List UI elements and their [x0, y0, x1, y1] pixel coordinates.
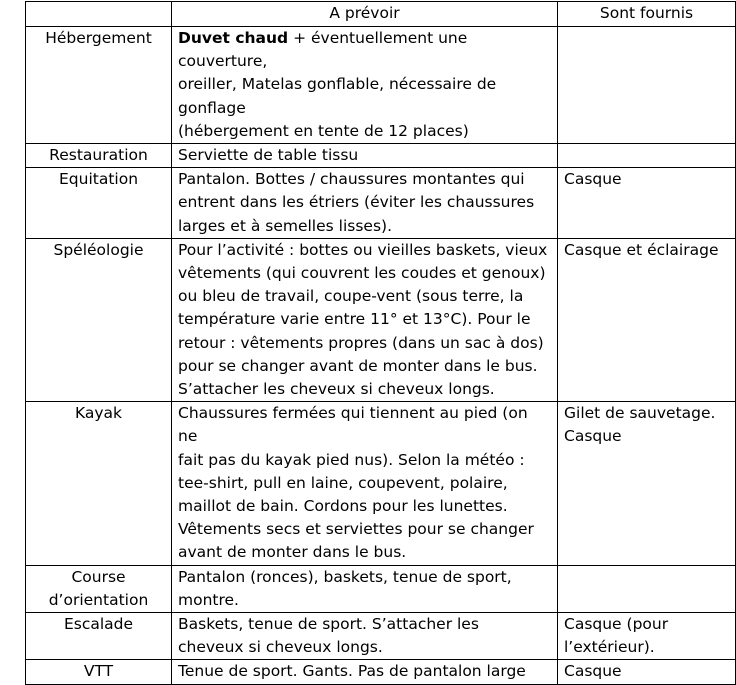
table-row [26, 238, 736, 401]
fournis-cell [558, 27, 736, 144]
prevoir-cell [172, 144, 558, 168]
activity-name: Escalade [63, 615, 134, 634]
prevoir-line: fait pas du kayak pied nus). Selon la météo : [178, 450, 525, 469]
activity-cell [26, 660, 172, 684]
prevoir-line: avant de monter dans le bus. [178, 543, 407, 562]
fournis-line: Casque (pour [564, 615, 669, 634]
prevoir-line: tee-shirt, pull en laine, coupevent, polaire, [178, 473, 508, 492]
prevoir-line: température varie entre 11° et 13°C). Pour le [178, 310, 531, 329]
fournis-line: Casque [564, 427, 622, 446]
fournis-line: Casque et éclairage [564, 240, 719, 259]
prevoir-cell [172, 565, 558, 612]
prevoir-line: Chaussures fermées qui tiennent au pied (on ne [178, 404, 528, 446]
table-row [26, 168, 736, 239]
prevoir-line: Pour l’activité : bottes ou vieilles baskets, vieux [178, 240, 548, 259]
activity-name: d’orientation [48, 590, 149, 609]
prevoir-line: pour se changer avant de monter dans le bus. [178, 356, 538, 375]
fournis-line: Casque [564, 662, 622, 681]
prevoir-line: gonflage [178, 98, 246, 117]
header-sont-fournis: Sont fournis [558, 2, 736, 27]
prevoir-line: cheveux si cheveux longs. [178, 638, 383, 657]
activity-cell [26, 144, 172, 168]
prevoir-bold-text: Duvet chaud [178, 29, 289, 47]
activity-name: Course [71, 567, 126, 586]
activity-cell [26, 27, 172, 144]
fournis-cell [558, 238, 736, 401]
prevoir-line: retour : vêtements propres (dans un sac à dos) [178, 333, 544, 352]
header-row [26, 2, 736, 27]
fournis-cell [558, 144, 736, 168]
prevoir-text: + éventuellement une couverture, [178, 29, 468, 71]
fournis-cell [558, 660, 736, 684]
activity-cell [26, 613, 172, 660]
equipment-table [25, 1, 736, 685]
activity-cell [26, 402, 172, 565]
activity-name: Hébergement [45, 29, 152, 47]
header-activity [26, 2, 172, 27]
prevoir-line: Pantalon. Bottes / chaussures montantes qui [178, 170, 525, 189]
prevoir-line: ou bleu de travail, coupe-vent (sous terre, la [178, 287, 524, 306]
prevoir-line: Serviette de table tissu [178, 146, 359, 165]
fournis-cell [558, 168, 736, 239]
prevoir-line: S’attacher les cheveux si cheveux longs. [178, 380, 495, 399]
prevoir-cell [172, 402, 558, 565]
prevoir-cell [172, 27, 558, 144]
activity-name: VTT [83, 662, 114, 681]
prevoir-line: entrent dans les étriers (éviter les chaussures [178, 193, 535, 212]
fournis-cell [558, 565, 736, 612]
fournis-line: l’extérieur). [564, 638, 655, 657]
prevoir-cell [172, 613, 558, 660]
table-row [26, 660, 736, 684]
prevoir-line: (hébergement en tente de 12 places) [178, 121, 469, 140]
fournis-cell [558, 613, 736, 660]
activity-name: Equitation [58, 170, 139, 189]
table-row [26, 565, 736, 612]
prevoir-cell [172, 238, 558, 401]
prevoir-line: oreiller, Matelas gonflable, nécessaire de [178, 75, 497, 94]
prevoir-line: Pantalon (ronces), baskets, tenue de sport, [178, 567, 512, 586]
prevoir-cell [172, 660, 558, 684]
activity-cell [26, 168, 172, 239]
prevoir-line: larges et à semelles lisses). [178, 216, 392, 235]
fournis-line: Gilet de sauvetage. [564, 404, 716, 423]
activity-cell [26, 565, 172, 612]
fournis-cell [558, 402, 736, 565]
activity-name: Kayak [74, 404, 123, 423]
activity-name: Restauration [49, 146, 148, 165]
prevoir-line: Tenue de sport. Gants. Pas de pantalon large [178, 662, 526, 681]
prevoir-line: Baskets, tenue de sport. S’attacher les [178, 615, 479, 634]
table-row [26, 613, 736, 660]
table-row [26, 402, 736, 565]
prevoir-line: montre. [178, 590, 239, 609]
table-row [26, 144, 736, 168]
prevoir-line: maillot de bain. Cordons pour les lunettes. [178, 497, 508, 516]
table-row [26, 27, 736, 144]
prevoir-cell [172, 168, 558, 239]
activity-cell [26, 238, 172, 401]
prevoir-line: vêtements (qui couvrent les coudes et genoux) [178, 264, 546, 283]
prevoir-line [178, 27, 551, 73]
prevoir-line: Vêtements secs et serviettes pour se changer [178, 520, 534, 539]
header-a-prevoir: A prévoir [172, 2, 558, 27]
activity-name: Spéléologie [53, 240, 144, 259]
fournis-line: Casque [564, 170, 622, 189]
